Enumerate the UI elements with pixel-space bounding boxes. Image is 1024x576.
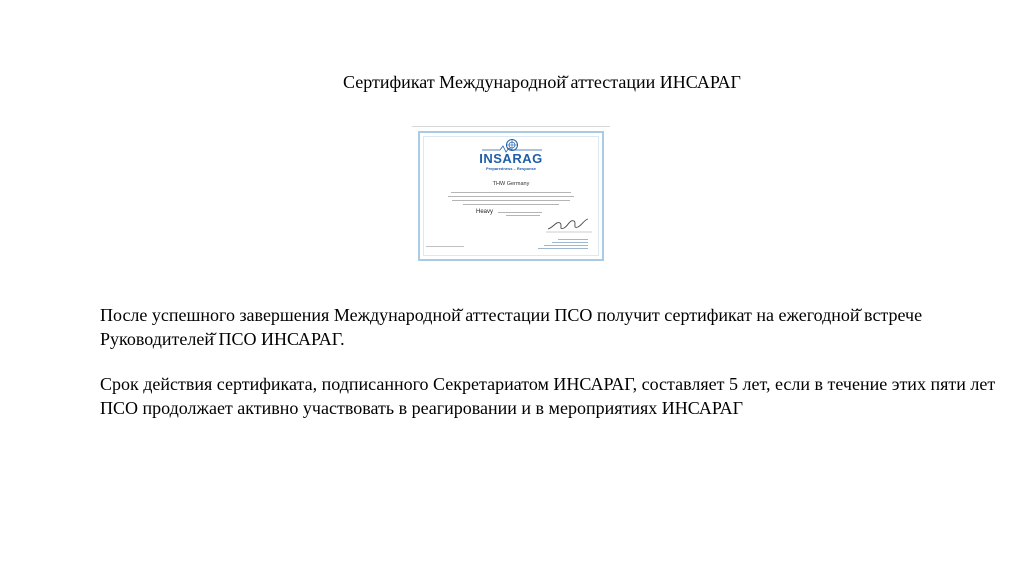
certificate-image: [418, 131, 604, 261]
certificate-team-name: THW Germany: [492, 181, 530, 187]
certificate-footnote: [426, 246, 464, 247]
paragraph-certificate-award: После успешного завершения Международной̆ аттестации ПСО получит сертификат на ежегодной̆ встрече Руководителей̆ ПСО ИНСАРАГ.: [100, 305, 923, 349]
signature-icon: [546, 215, 594, 235]
slide-title: Сертификат Международной̆ аттестации ИНСАРАГ: [343, 72, 741, 92]
certificate-body-text: [440, 189, 582, 205]
certificate-classification-details: [498, 210, 542, 216]
divider: [412, 126, 610, 127]
insarag-logo: INSARAG: [479, 151, 543, 166]
signatory-details: [538, 237, 588, 249]
certificate-classification: Heavy: [476, 209, 494, 215]
paragraph-certificate-validity: Срок действия сертификата, подписанного Секретариатом ИНСАРАГ, составляет 5 лет, если в течение этих пяти лет ПСО продолжает активно участвовать в реагировании и в мероприятиях ИНСАРАГ: [100, 374, 996, 418]
certificate-tagline: Preparedness – Response: [485, 166, 537, 171]
